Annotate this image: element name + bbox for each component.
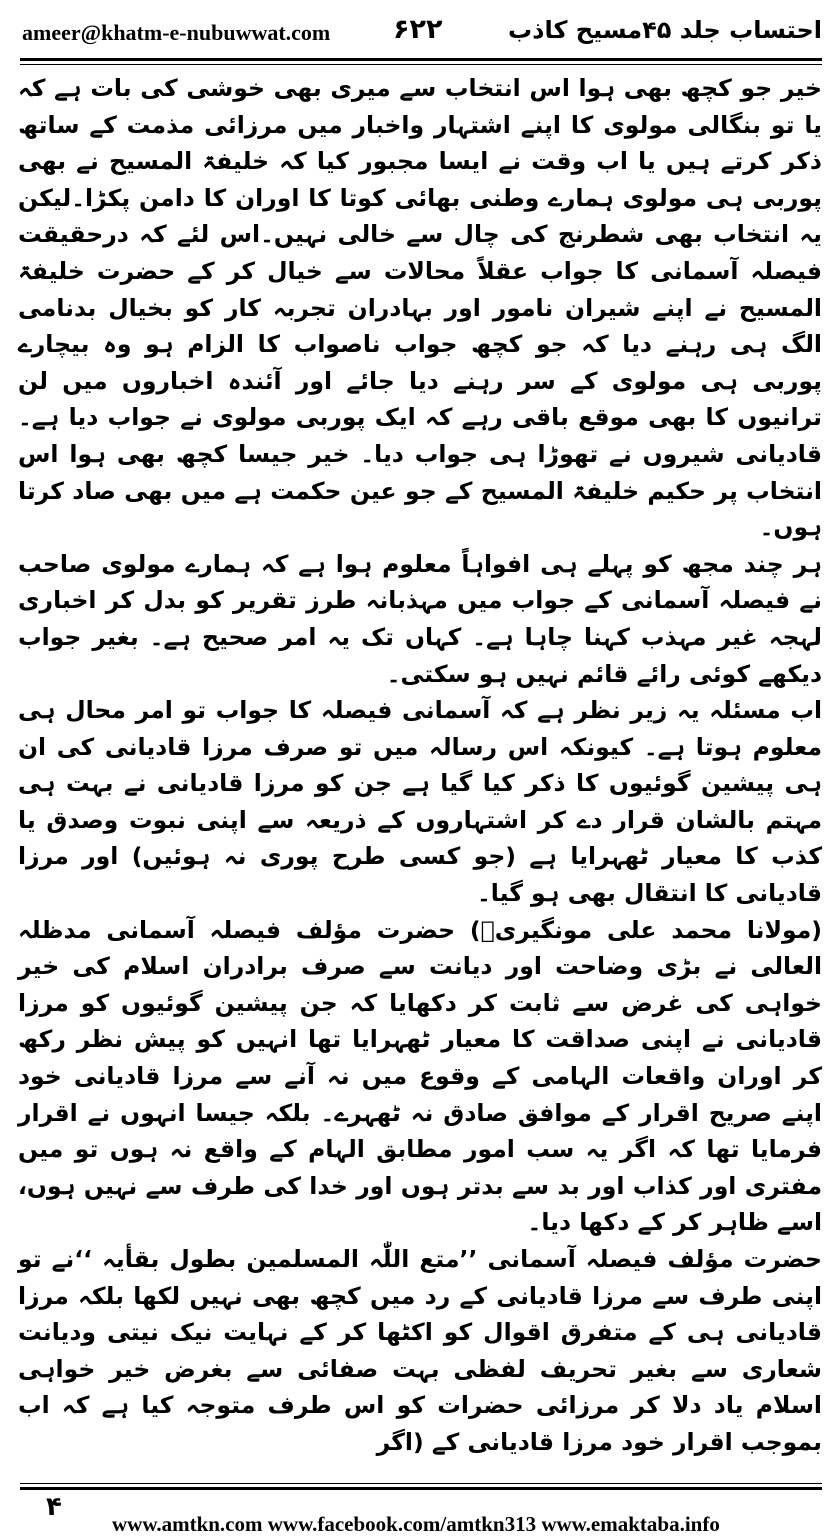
paragraph-2: ہر چند مجھ کو پہلے ہی افواہاً معلوم ہوا ہے کہ ہمارے مولوی صاحب نے فیصلہ آسمانی کے جواب میں مہذبانہ طرز تقریر کو بدل کر اخباری لہجہ غیر مہذب کہنا چاہا ہے۔ کہاں تک یہ امر صحیح ہے۔ بغیر جواب دیکھے کوئی رائے قائم نہیں ہو سکتی۔ xyxy=(18,549,822,688)
paragraph-3: اب مسئلہ یہ زیر نظر ہے کہ آسمانی فیصلہ کا جواب تو امر محال ہی معلوم ہوتا ہے۔ کیونکہ اس رسالہ میں تو صرف مرزا قادیانی کی ان ہی پیشین گوئیوں کا ذکر کیا گیا ہے جن کو مرزا قادیانی نے بہت ہی مہتم بالشان قرار دے کر اشتہاروں کے ذریعہ سے اپنی نبوت وصدق یا کذب کا معیار ٹھہرایا ہے (جو کسی طرح پوری نہ ہوئیں) اور مرزا قادیانی کا انتقال بھی ہو گیا۔ xyxy=(18,696,822,908)
footer-page-number: ۴ xyxy=(46,1492,62,1522)
footer-rule-thick xyxy=(20,1487,822,1490)
footer-urls: www.amtkn.com www.facebook.com/amtkn313 www.emaktaba.info xyxy=(112,1512,720,1536)
paragraph-5: حضرت مؤلف فیصلہ آسمانی ’’متع اللّٰہ المسلمین بطول بقأیہ ‘‘نے تو اپنی طرف سے مرزا قادیانی کے رد میں کچھ بھی نہیں لکھا بلکہ مرزا قادیانی ہی کے متفرق اقوال کو اکٹھا کر کے نہایت نیک نیتی ودیانت شعاری سے بغیر تحریف لفظی بہت صفائی سے بغرض خیر خواہی اسلام یاد دلا کر مرزائی حضرات کو اس طرف متوجہ کیا ہے کہ اب بموجب اقرار خود مرزا قادیانی کے (اگر xyxy=(18,1245,822,1456)
paragraph-1: خیر جو کچھ بھی ہوا اس انتخاب سے میری بھی خوشی کی بات ہے کہ یا تو بنگالی مولوی کا اپنے اشتہار واخبار میں مرزائی مذمت کے ساتھ ذکر کرتے ہیں یا اب وقت نے ایسا مجبور کیا کہ خلیفۃ المسیح نے بھی پوربی ہی مولوی ہمارے وطنی بھائی کوتا کا اوران کا دامن پکڑا۔لیکن یہ انتخاب بھی شطرنج کی چال سے خالی نہیں۔اس لئے کہ درحقیقت فیصلہ آسمانی کا جواب عقلاً محالات سے خیال کر کے حضرت خلیفۃ المسیح نے اپنے شیران نامور اور بہادران تجربہ کار کو بخیال بدنامی الگ ہی رہنے دیا کہ جو کچھ جواب ناصواب کا الزام ہو وہ بیچارے پوربی ہی مولوی کے سر رہنے دیا جائے اور آئندہ اخباروں میں لن ترانیوں کا بھی موقع باقی رہے کہ ایک پوربی مولوی نے جواب دیا ہے۔ قادیانی شیروں نے تھوڑا ہی جواب دیا۔ خیر جیسا کچھ بھی ہوا اس انتخاب پر حکیم خلیفۃ المسیح کے جو عین حکمت ہے میں بھی صاد کرتا ہوں۔ xyxy=(18,74,822,542)
page-header xyxy=(0,0,840,60)
header-page-number: ۲۲۶ xyxy=(393,14,443,45)
paragraph-4: (مولانا محمد علی مونگیریؒ) حضرت مؤلف فیصلہ آسمانی مدظلہ العالی نے بڑی وضاحت اور دیانت سے صرف برادران اسلام کی خیر خواہی کی غرض سے ثابت کر دکھایا کہ جن پیشین گوئیوں کو مرزا قادیانی نے اپنی صداقت کا معیار ٹھہرایا تھا انہیں کو پیش نظر رکھ کر اوران واقعات الہامی کے وقوع میں نہ آنے سے مرزا قادیانی خود اپنے صریح اقرار کے موافق صادق نہ ٹھہرے۔ بلکہ جیسا انہوں نے اقرار فرمایا تھا کہ اگر یہ سب امور مطابق الہام کے واقع نہ ہوں تو میں مفتری اور کذاب اور بد سے بدتر ہوں اور خدا کی طرف سے نہیں ہوں، اسے ظاہر کر کے دکھا دیا۔ xyxy=(18,915,822,1237)
header-rule-thick xyxy=(20,58,822,61)
page-body xyxy=(18,70,822,1461)
header-book-title: احتساب جلد ۴۵مسیح کاذب xyxy=(508,16,822,44)
header-email: ameer@khatm-e-nubuwwat.com xyxy=(22,20,331,45)
footer-rule-thin xyxy=(20,1483,822,1484)
header-rule-thin xyxy=(20,64,822,65)
